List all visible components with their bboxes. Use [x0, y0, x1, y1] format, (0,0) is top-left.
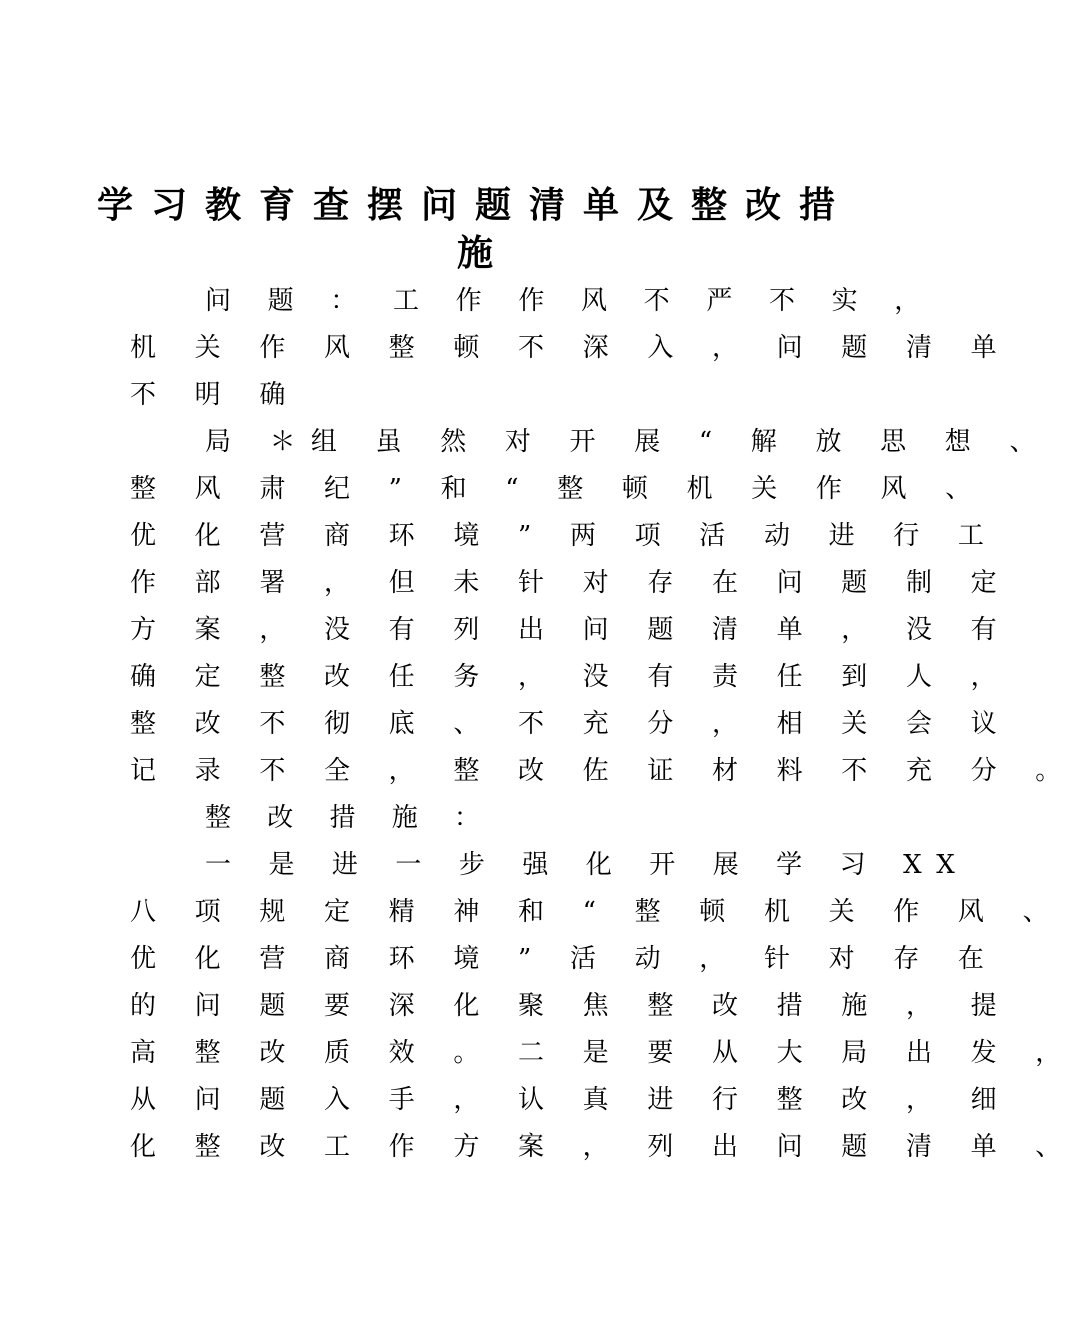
document-title-line-1: 学习教育查摆问题清单及整改措: [96, 184, 853, 226]
document-line: 局 ＊组 虽 然 对 开 展 “ 解 放 思 想 、: [205, 427, 1051, 457]
document-line: 化 整 改 工 作 方 案 ， 列 出 问 题 清 单 、: [130, 1132, 1077, 1162]
document-line: 整 风 肃 纪 ” 和 “ 整 顿 机 关 作 风 、: [130, 474, 987, 504]
document-line: 优 化 营 商 环 境 ” 两 项 活 动 进 行 工: [130, 521, 1000, 551]
document-line: 从 问 题 入 手 ， 认 真 进 行 整 改 ， 细: [130, 1085, 1012, 1115]
document-line: 整 改 不 彻 底 、 不 充 分 ， 相 关 会 议: [130, 709, 1012, 739]
document-line: 的 问 题 要 深 化 聚 焦 整 改 措 施 ， 提: [130, 991, 1012, 1021]
document-line: 整 改 措 施 ：: [205, 803, 495, 833]
document-line: 机 关 作 风 整 顿 不 深 入 ， 问 题 清 单: [130, 333, 1012, 363]
document-title-line-2: 施: [456, 232, 493, 274]
document-line: 作 部 署 ， 但 未 针 对 存 在 问 题 制 定: [130, 568, 1012, 598]
document-line: 优 化 营 商 环 境 ” 活 动 ， 针 对 存 在: [130, 944, 1000, 974]
document-line: 一 是 进 一 步 强 化 开 展 学 习 XX: [205, 850, 970, 880]
document-line: 问 题 ： 工 作 作 风 不 严 不 实 ，: [205, 286, 935, 316]
document-line: 八 项 规 定 精 神 和 “ 整 顿 机 关 作 风 、: [130, 897, 1064, 927]
document-line: 不 明 确: [130, 380, 301, 410]
document-line: 记 录 不 全 ， 整 改 佐 证 材 料 不 充 分 。: [130, 756, 1077, 786]
document-line: 方 案 ， 没 有 列 出 问 题 清 单 ， 没 有: [130, 615, 1012, 645]
document-line: 确 定 整 改 任 务 ， 没 有 责 任 到 人 ，: [130, 662, 1012, 692]
document-line: 高 整 改 质 效 。 二 是 要 从 大 局 出 发 ，: [130, 1038, 1077, 1068]
